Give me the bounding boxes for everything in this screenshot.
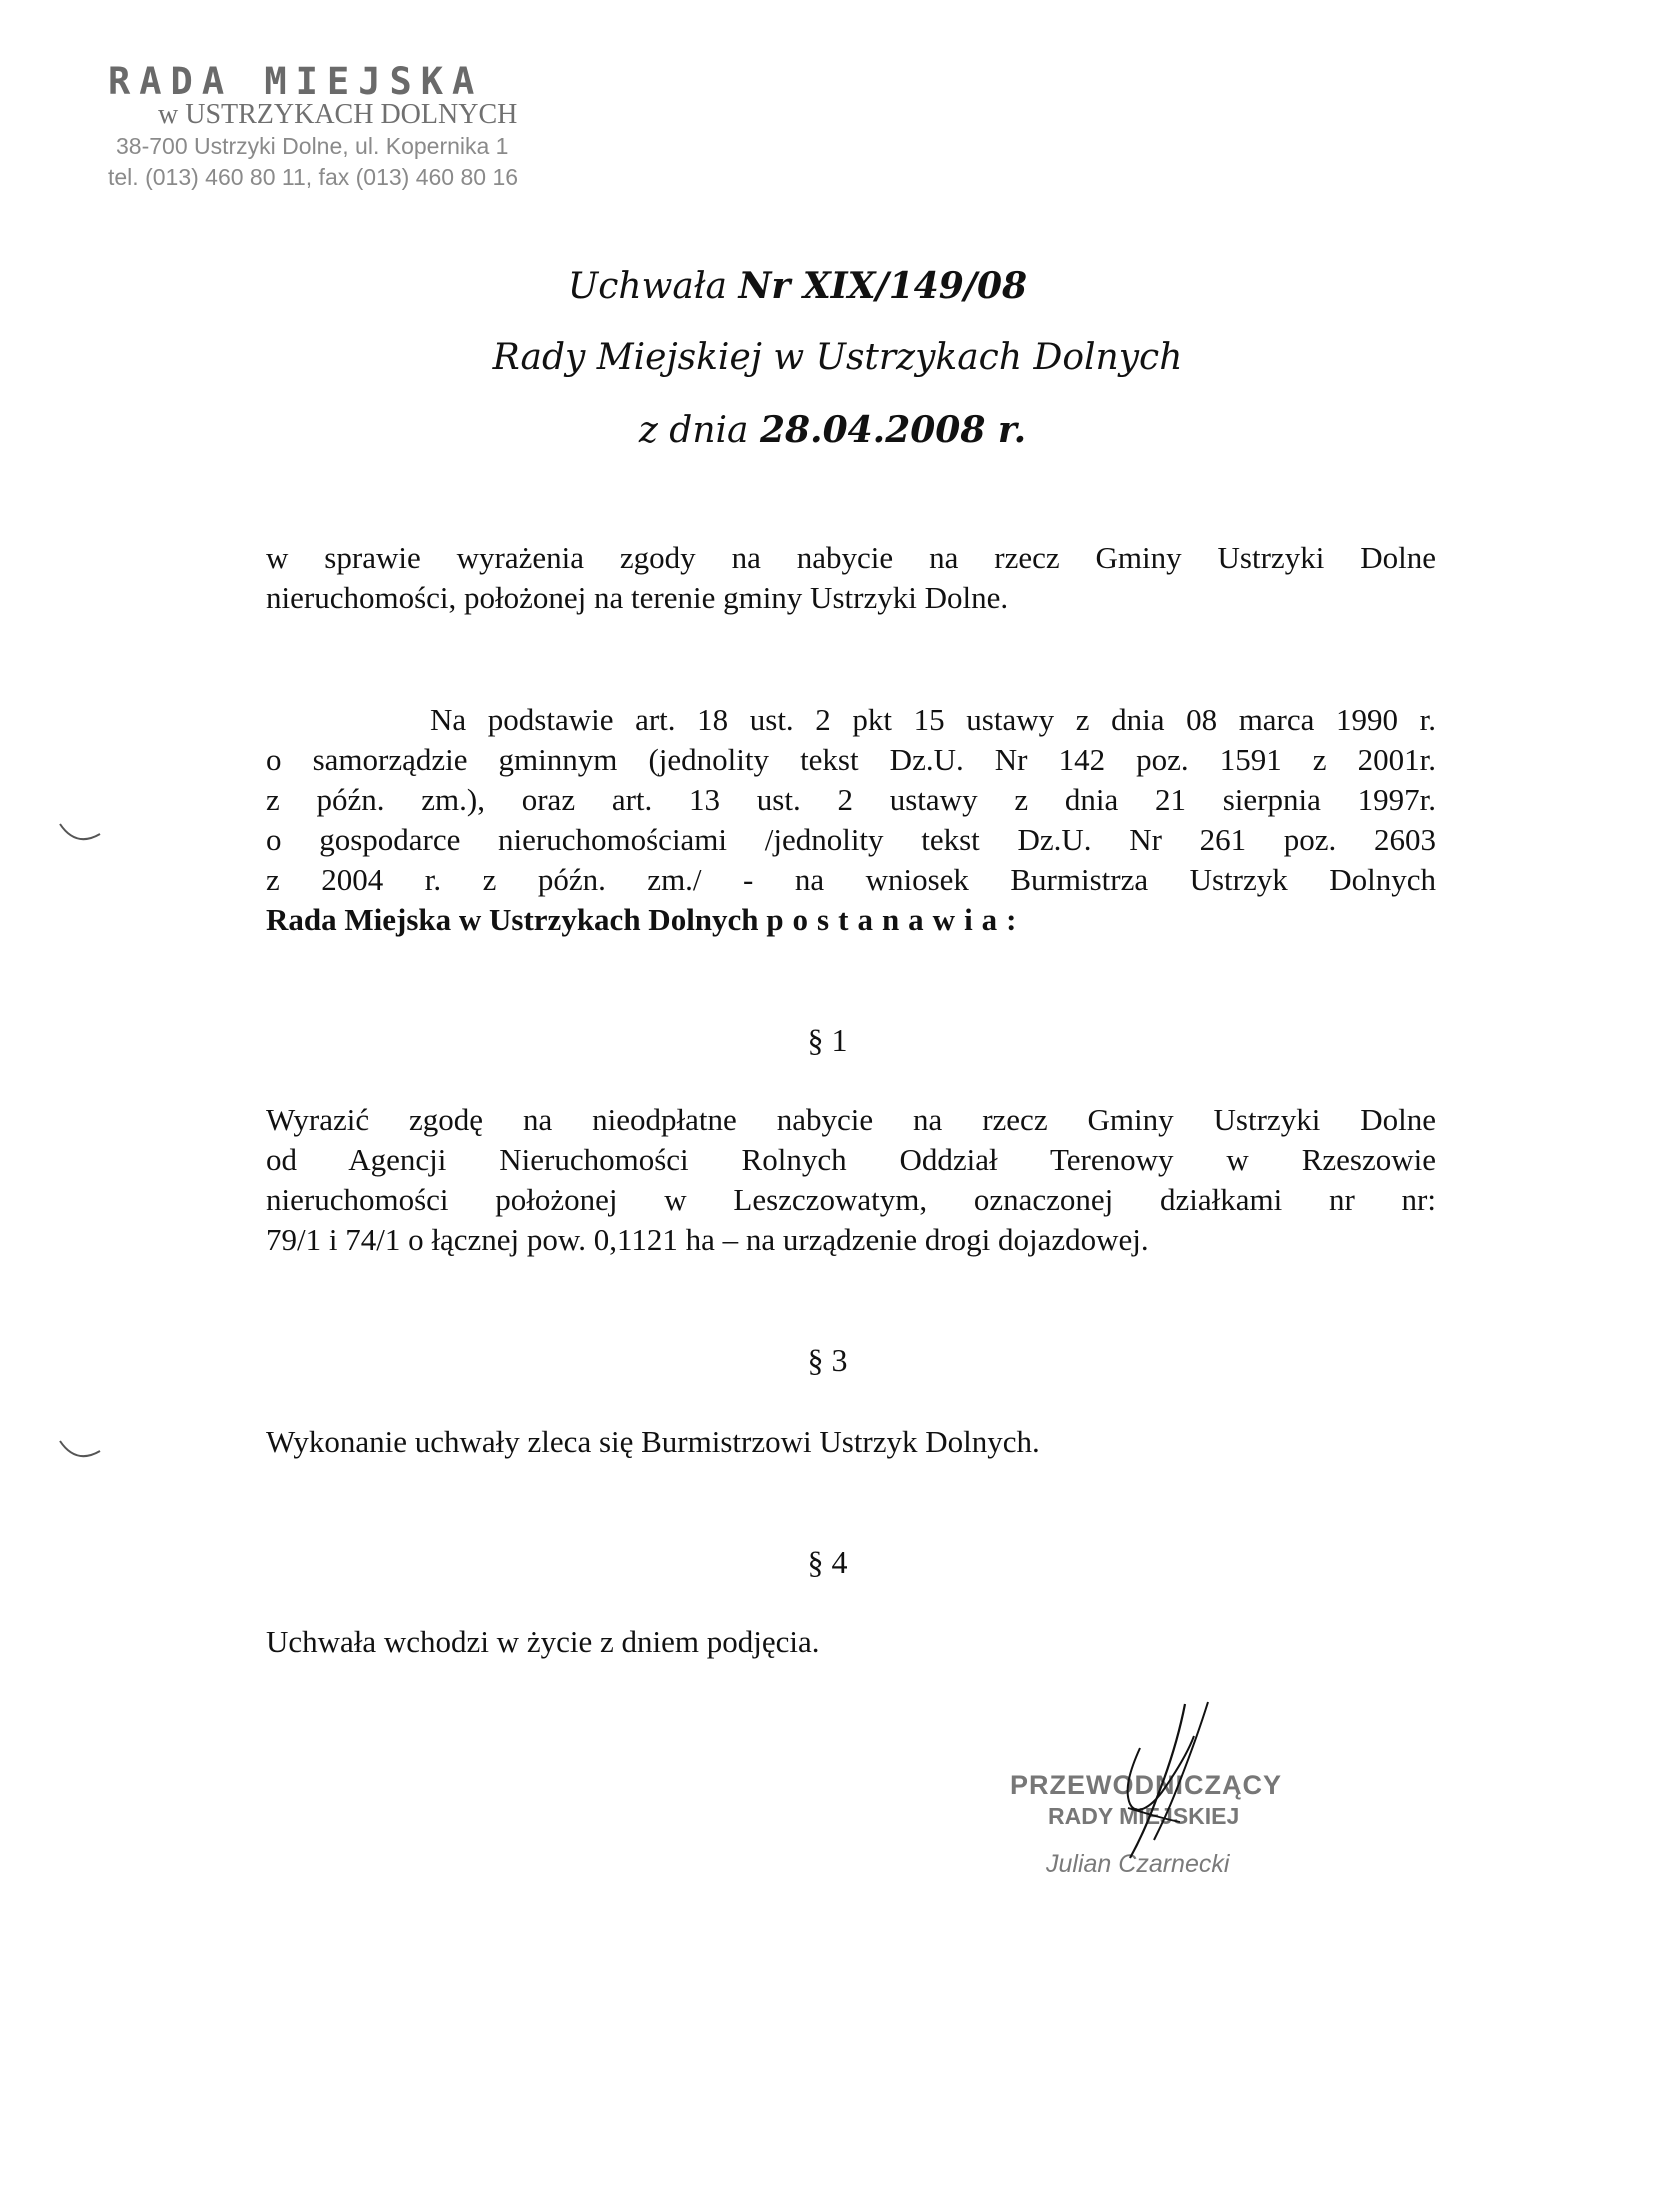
section-3-line: Wykonanie uchwały zleca się Burmistrzowi Ustrzyk Dolnych. xyxy=(266,1424,1040,1459)
title-line-number xyxy=(0,250,1655,322)
section-1-line: Wyrazić zgodę na nieodpłatne nabycie na rzecz Gminy Ustrzyki Dolne xyxy=(266,1102,1436,1137)
title-prefix: Uchwała xyxy=(567,266,727,307)
letterhead-address: 38-700 Ustrzyki Dolne, ul. Kopernika 1 xyxy=(116,133,509,159)
resolution-number: Nr XIX/149/08 xyxy=(738,265,1028,307)
section-mark-4: § 4 xyxy=(807,1544,848,1580)
section-mark-3: § 3 xyxy=(807,1342,848,1378)
punch-hole-mark-2 xyxy=(56,1435,104,1465)
legal-basis-line: Na podstawie art. 18 ust. 2 pkt 15 ustawy z dnia 08 marca 1990 r. xyxy=(430,702,1436,737)
section-1-line: 79/1 i 74/1 o łącznej pow. 0,1121 ha – na urządzenie drogi dojazdowej. xyxy=(266,1222,1149,1257)
letterhead-contact: tel. (013) 460 80 11, fax (013) 460 80 16 xyxy=(108,164,519,190)
section-4-paragraph xyxy=(266,1622,1436,1662)
council-name: Rada Miejska w Ustrzykach Dolnych xyxy=(266,902,759,937)
subject-line: w sprawie wyrażenia zgody na nabycie na rzecz Gminy Ustrzyki Dolne xyxy=(266,540,1436,575)
decides-word: postanawia: xyxy=(766,902,1026,937)
letterhead-org-location: w USTRZYKACH DOLNYCH xyxy=(158,99,518,130)
date-prefix: z dnia xyxy=(638,410,749,451)
resolution-title xyxy=(0,250,1655,466)
legal-basis-line: o gospodarce nieruchomościami /jednolity tekst Dz.U. Nr 261 poz. 2603 xyxy=(266,822,1436,857)
section-mark-1: § 1 xyxy=(807,1022,848,1058)
chairman-name: Julian Czarnecki xyxy=(1046,1850,1230,1878)
section-1-paragraph xyxy=(266,1100,1436,1260)
legal-basis-paragraph xyxy=(266,700,1436,940)
subject-paragraph xyxy=(266,538,1436,618)
decision-line xyxy=(266,900,1436,940)
title-line-date xyxy=(10,394,1655,466)
title-line-body: Rady Miejskiej w Ustrzykach Dolnych xyxy=(492,337,1183,378)
section-4-line: Uchwała wchodzi w życie z dniem podjęcia. xyxy=(266,1624,820,1659)
letterhead-stamp xyxy=(108,60,578,191)
letterhead-org-name: RADA MIEJSKA xyxy=(108,60,484,103)
legal-basis-line: z 2004 r. z późn. zm./ - na wniosek Burmistrza Ustrzyk Dolnych xyxy=(266,862,1436,897)
legal-basis-line: z późn. zm.), oraz art. 13 ust. 2 ustawy z dnia 21 sierpnia 1997r. xyxy=(266,782,1436,817)
resolution-date: 28.04.2008 r. xyxy=(759,409,1027,451)
section-1-line: nieruchomości położonej w Leszczowatym, oznaczonej działkami nr nr: xyxy=(266,1182,1436,1217)
chairman-role-line2: RADY MIEJSKIEJ xyxy=(1048,1803,1240,1829)
subject-line: nieruchomości, położonej na terenie gminy Ustrzyki Dolne. xyxy=(266,580,1009,615)
section-1-line: od Agencji Nieruchomości Rolnych Oddział Terenowy w Rzeszowie xyxy=(266,1142,1436,1177)
chairman-role-line1: PRZEWODNICZĄCY xyxy=(1010,1770,1282,1800)
punch-hole-mark-1 xyxy=(56,818,104,848)
legal-basis-line: o samorządzie gminnym (jednolity tekst Dz.U. Nr 142 poz. 1591 z 2001r. xyxy=(266,742,1436,777)
handwritten-signature xyxy=(1090,1700,1230,1860)
section-3-paragraph xyxy=(266,1422,1436,1462)
